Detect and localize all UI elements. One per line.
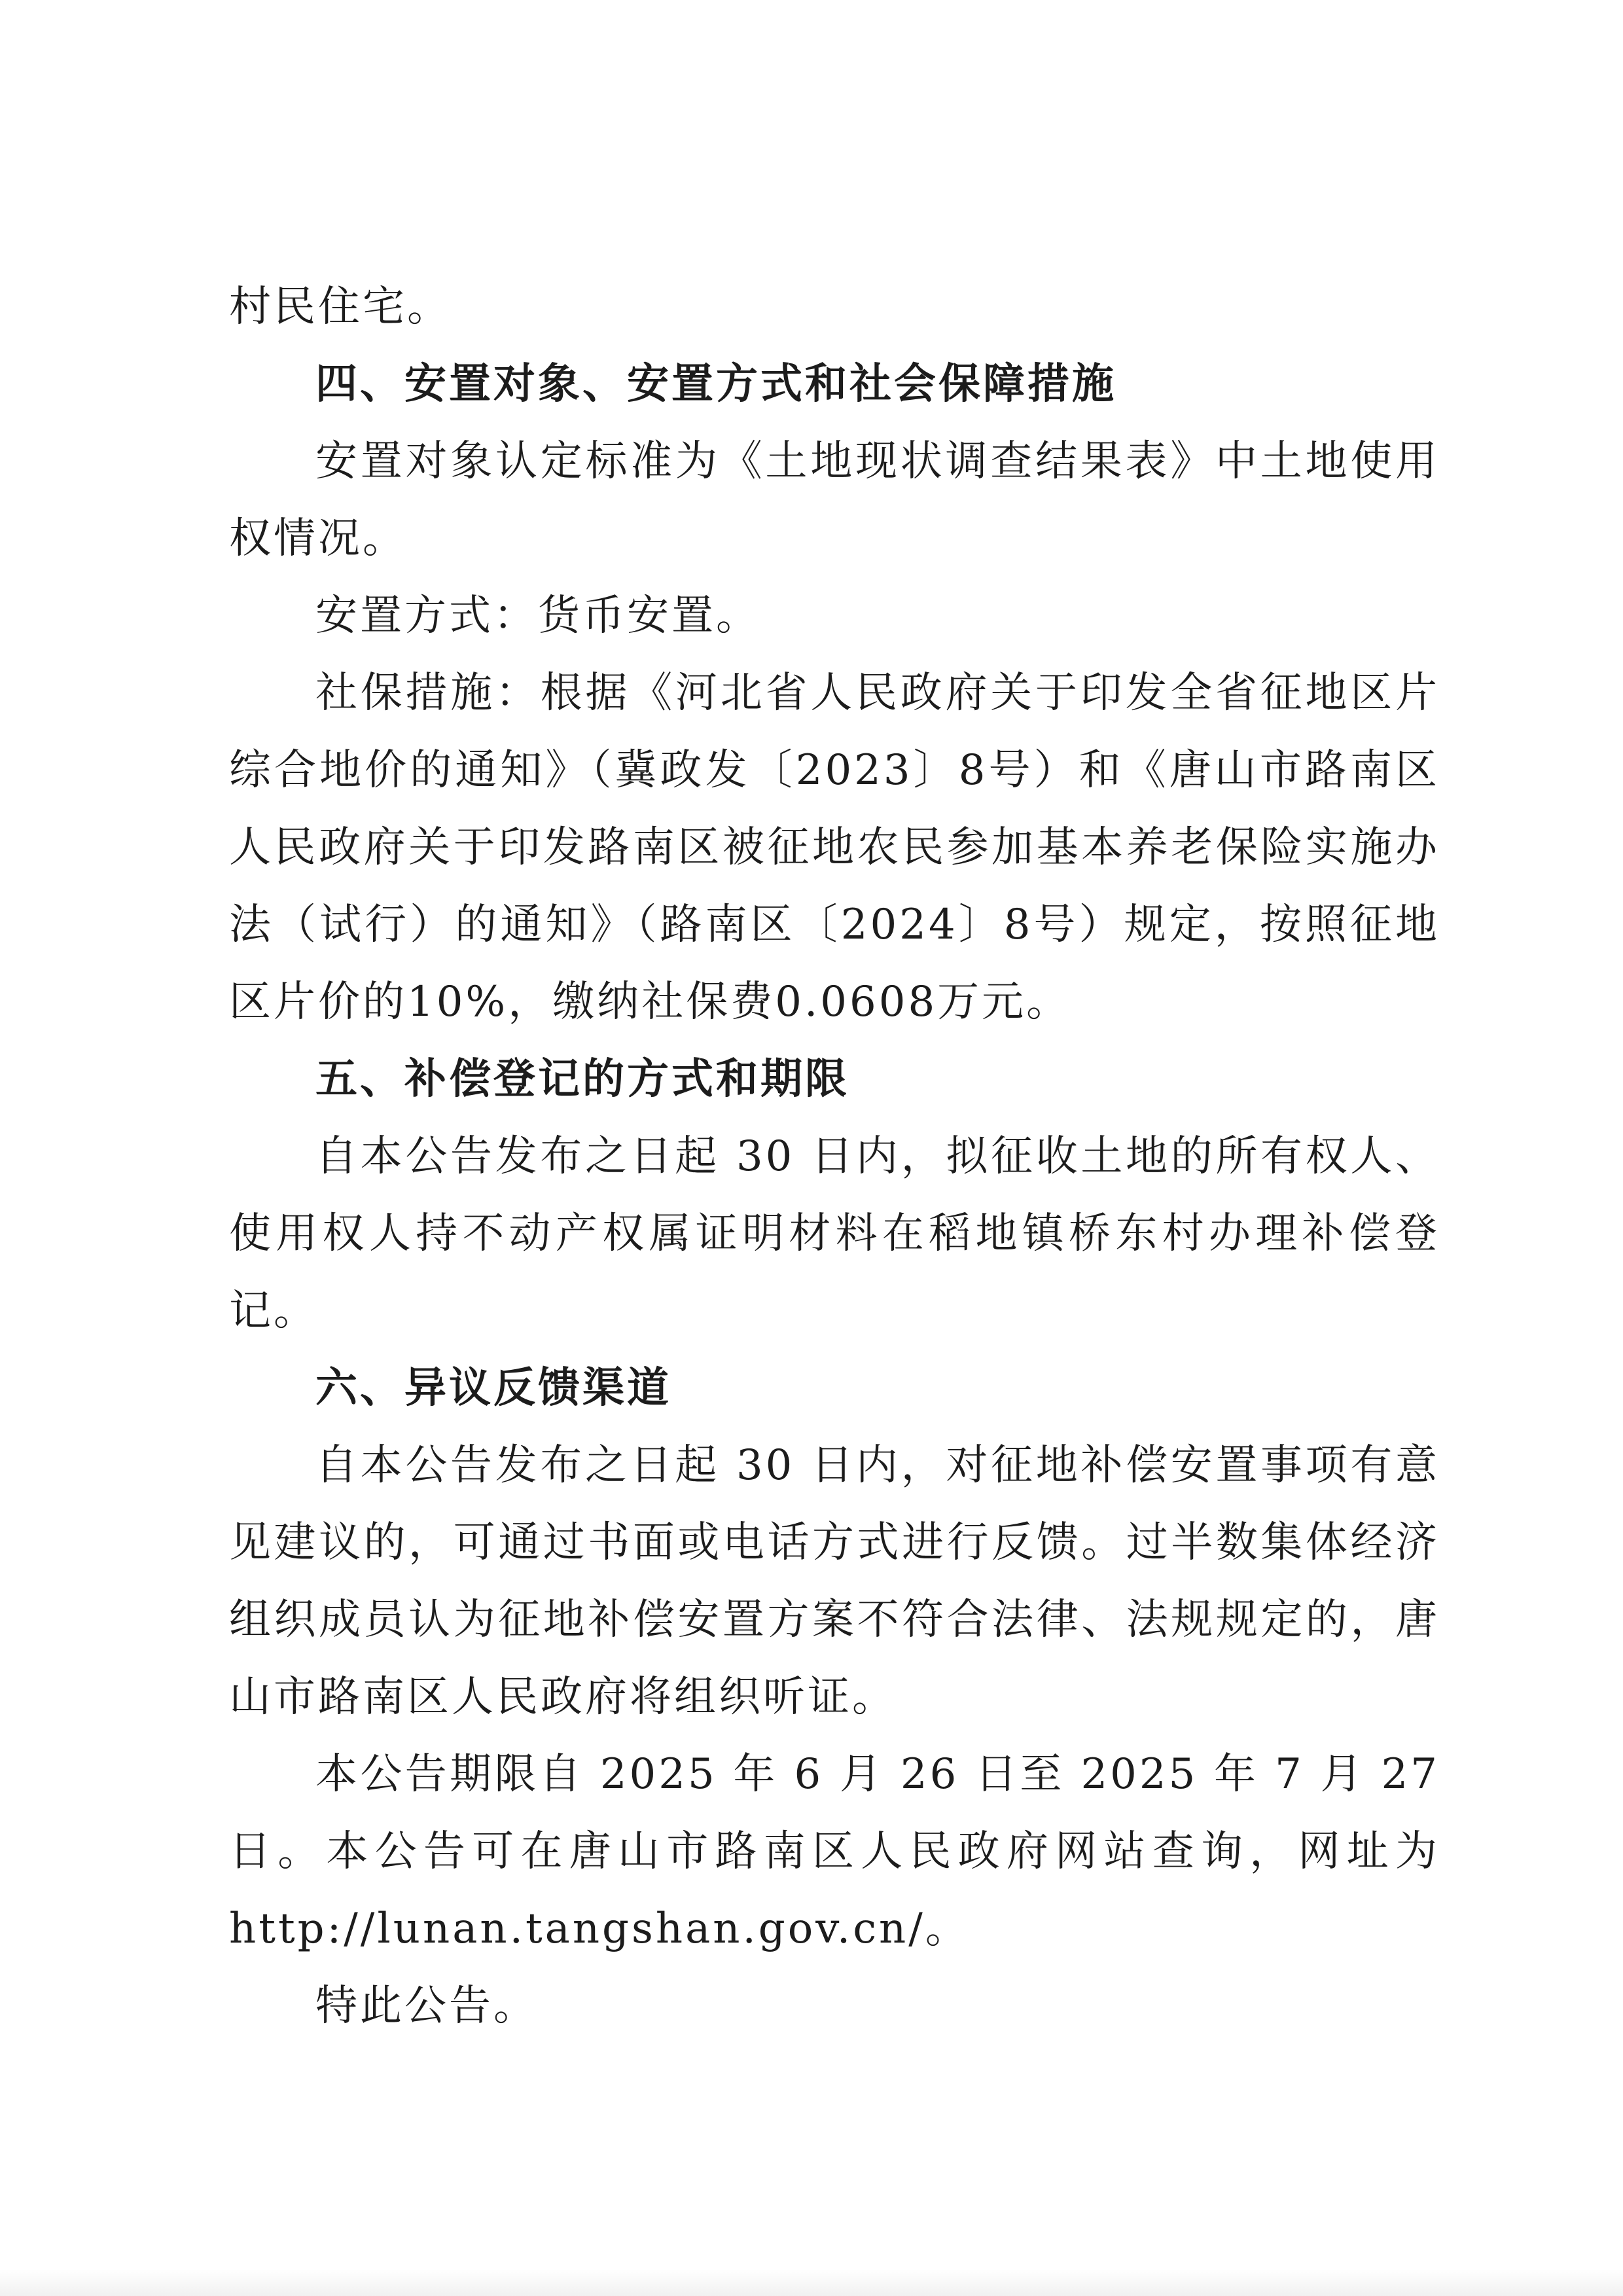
paragraph-resettlement-target: 安置对象认定标准为《土地现状调查结果表》中土地使用权情况。: [229, 437, 1440, 563]
paragraph-continuation: 村民住宅。: [229, 283, 452, 331]
section-heading-6: 六、异议反馈渠道: [315, 1364, 671, 1412]
document-body: [229, 268, 1440, 2045]
paragraph-social-security: 社保措施：根据《河北省人民政府关于印发全省征地区片综合地价的通知》（冀政发〔2023〕8号）和《唐山市路南区人民政府关于印发路南区被征地农民参加基本养老保险实施办法（试行）的通知》（路南区〔2024〕8号）规定，按照征地区片价的10%，缴纳社保费0.0608万元。: [229, 669, 1440, 1026]
section-heading-4: 四、安置对象、安置方式和社会保障措施: [315, 360, 1116, 408]
paragraph-resettlement-method: 安置方式：货币安置。: [315, 592, 760, 640]
scan-bottom-edge: [0, 2270, 1623, 2296]
paragraph-feedback: 自本公告发布之日起 30 日内，对征地补偿安置事项有意见建议的，可通过书面或电话方式进行反馈。过半数集体经济组织成员认为征地补偿安置方案不符合法律、法规规定的，唐山市路南区人民政府将组织听证。: [229, 1441, 1440, 1721]
paragraph-closing: 特此公告。: [315, 1982, 538, 2030]
paragraph-notice-period: 本公告期限自 2025 年 6 月 26 日至 2025 年 7 月 27 日。本公告可在唐山市路南区人民政府网站查询，网址为http://lunan.tangshan.gov.cn/。: [229, 1750, 1440, 1953]
paragraph-registration: 自本公告发布之日起 30 日内，拟征收土地的所有权人、使用权人持不动产权属证明材料在稻地镇桥东村办理补偿登记。: [229, 1132, 1440, 1335]
section-heading-5: 五、补偿登记的方式和期限: [315, 1055, 849, 1103]
